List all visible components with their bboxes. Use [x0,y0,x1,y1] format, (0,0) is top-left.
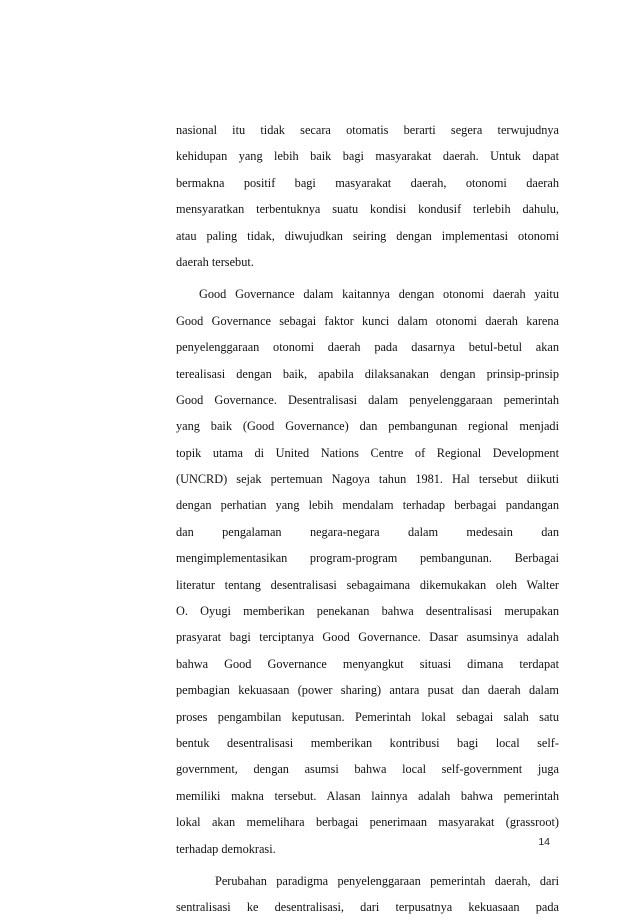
text-line: pembagian kekuasaan (power sharing) antara pusat dan daerah dalam [176,683,559,698]
paragraph [176,117,559,275]
text-line: proses pengambilan keputusan. Pemerintah lokal sebagai salah satu [176,709,559,724]
text-line: mengimplementasikan program-program pembangunan. Berbagai [176,551,559,566]
text-line: bermakna positif bagi masyarakat daerah, otonomi daerah [176,175,559,190]
text-line: lokal akan memelihara berbagai penerimaan masyarakat (grassroot) [176,815,559,830]
text-line: topik utama di United Nations Centre of Regional Development [176,445,559,460]
text-line: penyelenggaraan otonomi daerah pada dasarnya betul-betul akan [176,340,559,355]
text-line: literatur tentang desentralisasi sebagaimana dikemukakan oleh Walter [176,577,559,592]
body-text [176,117,559,921]
text-line: sentralisasi ke desentralisasi, dari terpusatnya kekuasaan pada [176,900,559,915]
text-line: (UNCRD) sejak pertemuan Nagoya tahun 1981. Hal tersebut diikuti [176,472,559,487]
text-line: yang baik (Good Governance) dan pembangunan regional menjadi [176,419,559,434]
text-line: Good Governance dalam kaitannya dengan otonomi daerah yaitu [199,287,559,302]
text-line: Good Governance. Desentralisasi dalam penyelenggaraan pemerintah [176,392,559,407]
text-line: memiliki makna tersebut. Alasan lainnya adalah bahwa pemerintah [176,788,559,803]
text-line: terhadap demokrasi. [176,841,276,856]
text-line: O. Oyugi memberikan penekanan bahwa desentralisasi merupakan [176,604,559,619]
text-line: bentuk desentralisasi memberikan kontribusi bagi local self- [176,735,559,750]
text-line: government, dengan asumsi bahwa local self-government juga [176,762,559,777]
text-line: Perubahan paradigma penyelenggaraan pemerintah daerah, dari [215,873,559,888]
text-line: mensyaratkan terbentuknya suatu kondisi kondusif terlebih dahulu, [176,202,559,217]
text-line: nasional itu tidak secara otomatis berarti segera terwujudnya [176,123,559,137]
text-line: prasyarat bagi terciptanya Good Governance. Dasar asumsinya adalah [176,630,559,645]
text-line: atau paling tidak, diwujudkan seiring dengan implementasi otonomi [176,228,559,243]
text-line: dan pengalaman negara-negara dalam medesain dan [176,524,559,539]
text-line: Good Governance sebagai faktor kunci dalam otonomi daerah karena [176,313,559,328]
text-line: kehidupan yang lebih baik bagi masyarakat daerah. Untuk dapat [176,149,559,164]
paragraph [176,281,559,862]
text-line: dengan perhatian yang lebih mendalam terhadap berbagai pandangan [176,498,559,513]
text-line: bahwa Good Governance menyangkut situasi dimana terdapat [176,656,559,671]
text-line: daerah tersebut. [176,254,254,269]
page-number: 14 [538,836,550,848]
paragraph [176,868,559,921]
text-line: terealisasi dengan baik, apabila dilaksanakan dengan prinsip-prinsip [176,366,559,381]
